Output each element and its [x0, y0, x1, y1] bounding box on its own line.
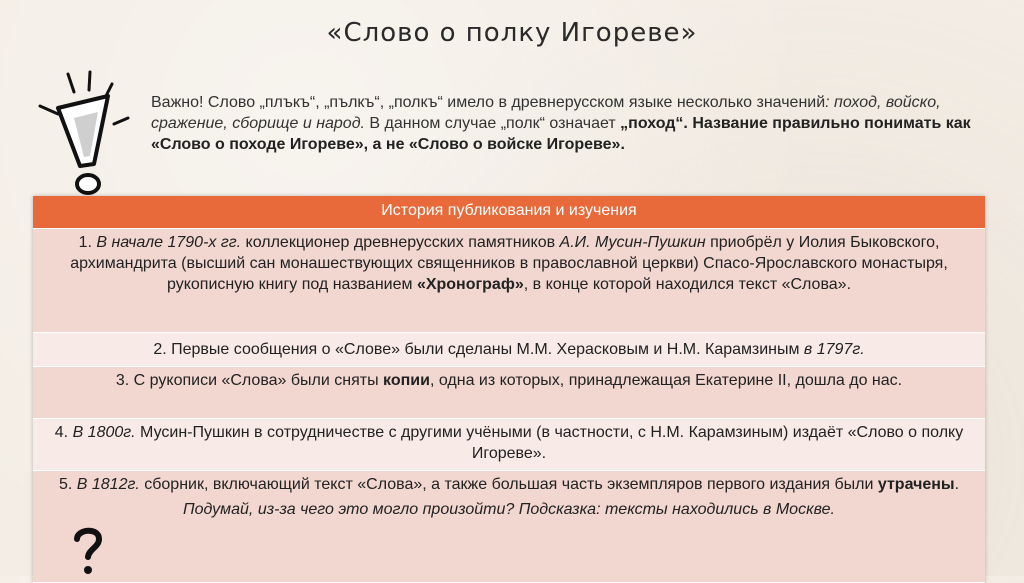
table-row [33, 333, 985, 367]
history-table [33, 196, 985, 583]
row-text: сборник, включающий текст «Слова», а также большая часть экземпляров первого издания были [139, 476, 878, 493]
row-text: . [954, 476, 960, 493]
note-colon: : [825, 94, 830, 111]
row-date: в 1797г. [803, 341, 865, 358]
row-date: В 1812г. [76, 476, 140, 493]
row-text: 2. Первые сообщения о «Слове» были сделаны М.М. Херасковым и Н.М. Карамзиным [153, 341, 804, 358]
row-text: , одна из которых, принадлежащая Екатерине II, дошла до нас. [429, 372, 903, 389]
row-bold: копии [383, 372, 430, 389]
row-text: 3. С рукописи «Слова» были сняты [115, 372, 384, 389]
row-bold: «Хронограф» [416, 276, 524, 293]
note-meanings: поход, войско, сражение, сборище и народ. [151, 94, 941, 132]
row-number: 5. [58, 476, 77, 493]
table-row [33, 367, 985, 419]
row-text: приобрёл у Иолия Быковского, архимандрита (высший сан монашествующих священников в православной церкви) Спасо-Ярославского монастыря, рукописную книгу под названием [70, 234, 948, 293]
row-number: 4. [54, 424, 73, 441]
note-text-2: В данном случае „полк“ означает [364, 115, 621, 132]
row-person: А.И. Мусин-Пушкин [559, 234, 706, 251]
row-text: Мусин-Пушкин в сотрудничестве с другими учёными (в частности, с Н.М. Карамзиным) издаёт «Слово о полку Игореве». [135, 424, 964, 462]
table-row [33, 419, 985, 471]
row-bold: утрачены [877, 476, 955, 493]
row-number: 1. [78, 234, 97, 251]
note-conclusion: Название правильно понимать как «Слово о походе Игореве», а не «Слово о войске Игореве». [151, 115, 971, 153]
important-note [151, 92, 971, 155]
row-text: коллекционер древнерусских памятников [241, 234, 560, 251]
question-icon [71, 525, 105, 577]
note-text: Важно! Слово „плъкъ“, „пълкъ“, „полкъ“ имело в древнерусском языке несколько значений [151, 94, 826, 111]
row-date: В 1800г. [72, 424, 136, 441]
table-row [33, 471, 985, 583]
exclamation-icon [28, 68, 138, 198]
table-header: История публикования и изучения [33, 196, 985, 229]
page-title: «Слово о полку Игореве» [326, 18, 698, 48]
note-poxod: „поход“. [620, 115, 688, 132]
hint-text: Подумай, из-за чего это могло произойти? Подсказка: тексты находились в Москве. [183, 501, 835, 518]
table-row [33, 229, 985, 333]
row-date: В начале 1790-х гг. [96, 234, 242, 251]
row-text: , в конце которой находился текст «Слова». [523, 276, 852, 293]
